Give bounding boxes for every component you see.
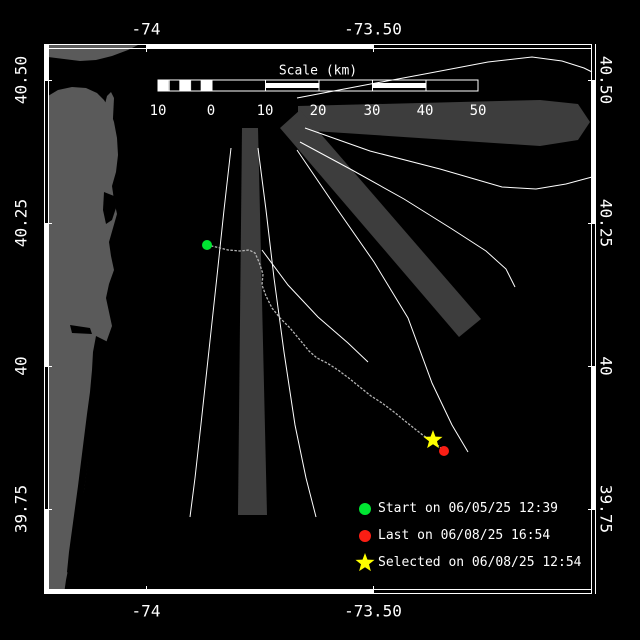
left-axis-label-1: 40.25 — [11, 198, 31, 248]
scalebar-fill — [158, 80, 169, 91]
legend-label-1: Last on 06/08/25 16:54 — [378, 528, 551, 543]
lat-tick — [44, 80, 52, 81]
frame-top — [146, 44, 373, 49]
scalebar-divider — [319, 80, 320, 91]
scalebar-divider — [372, 80, 373, 91]
right-axis-label-2: 40 — [596, 356, 616, 376]
frame-bottom — [373, 593, 592, 594]
scalebar-divider — [212, 80, 213, 91]
frame-left — [44, 44, 49, 80]
landmass-north-shore-strip — [48, 44, 140, 61]
scalebar-divider — [190, 80, 191, 91]
scalebar-fill — [201, 80, 212, 91]
scalebar-label-2: 10 — [256, 103, 274, 119]
lane-line-s-2 — [190, 148, 231, 517]
legend-row-0 — [352, 495, 582, 522]
scalebar-divider — [179, 80, 180, 91]
scalebar-label-4: 30 — [363, 103, 381, 119]
lon-tick — [146, 44, 147, 52]
track-legend — [352, 495, 582, 576]
lat-tick — [588, 223, 596, 224]
legend-dot-icon — [352, 498, 378, 520]
lat-tick — [44, 509, 52, 510]
right-axis-label-1: 40.25 — [596, 198, 616, 248]
top-axis-label-1: -73.50 — [344, 19, 402, 39]
frame-bottom — [373, 589, 592, 590]
lat-tick — [588, 80, 596, 81]
lon-tick — [146, 586, 147, 594]
lat-tick — [588, 509, 596, 510]
scalebar-fill — [179, 80, 190, 91]
right-axis-label-3: 39.75 — [596, 484, 616, 534]
bottom-axis-label-1: -73.50 — [344, 601, 402, 621]
lon-tick — [373, 44, 374, 52]
scalebar-divider — [169, 80, 170, 91]
scalebar-stripe — [265, 83, 319, 88]
scalebar-label-6: 50 — [469, 103, 487, 119]
frame-top — [373, 44, 592, 45]
landmass-nj-mainland — [48, 87, 118, 594]
frame-left — [44, 366, 45, 509]
frame-right — [591, 509, 592, 594]
legend-star-icon — [352, 552, 378, 574]
legend-label-2: Selected on 06/08/25 12:54 — [378, 555, 582, 570]
scalebar-stripe — [372, 83, 426, 88]
left-axis-label-3: 39.75 — [11, 484, 31, 534]
scalebar-label-3: 20 — [309, 103, 327, 119]
lat-tick — [44, 223, 52, 224]
last-marker[interactable] — [439, 446, 449, 456]
frame-left — [44, 223, 49, 366]
scalebar-title: Scale (km) — [278, 63, 358, 79]
frame-top — [48, 48, 146, 49]
scalebar-label-1: 0 — [206, 103, 216, 119]
legend-dot-icon — [352, 525, 378, 547]
scalebar-divider — [426, 80, 427, 91]
bottom-axis-label-0: -74 — [131, 601, 161, 621]
frame-right — [591, 44, 592, 80]
legend-row-2 — [352, 549, 582, 576]
frame-left — [48, 366, 49, 509]
lat-tick — [588, 366, 596, 367]
lane-line-s-1 — [258, 148, 316, 517]
scalebar-label-5: 40 — [416, 103, 434, 119]
top-axis-label-0: -74 — [131, 19, 161, 39]
frame-left — [48, 80, 49, 223]
left-axis-label-0: 40.50 — [11, 55, 31, 105]
right-axis-label-0: 40.50 — [596, 55, 616, 105]
frame-right — [591, 80, 596, 223]
lon-tick — [373, 586, 374, 594]
legend-row-1 — [352, 522, 582, 549]
frame-left — [44, 509, 49, 594]
scalebar-divider — [201, 80, 202, 91]
scalebar-divider — [265, 80, 266, 91]
frame-top — [373, 48, 592, 49]
legend-label-0: Start on 06/05/25 12:39 — [378, 501, 559, 516]
frame-top — [48, 44, 146, 45]
frame-left — [44, 80, 45, 223]
frame-bottom — [48, 589, 373, 594]
start-marker[interactable] — [202, 240, 212, 250]
frame-right — [591, 366, 596, 509]
frame-right — [591, 223, 592, 366]
left-axis-label-2: 40 — [11, 356, 31, 376]
scalebar-label-0: 10 — [149, 103, 167, 119]
lat-tick — [44, 366, 52, 367]
traffic-wedge-southeast-lane — [280, 110, 481, 337]
selected-marker[interactable] — [423, 430, 442, 448]
traffic-wedge-east-lane — [298, 100, 590, 146]
